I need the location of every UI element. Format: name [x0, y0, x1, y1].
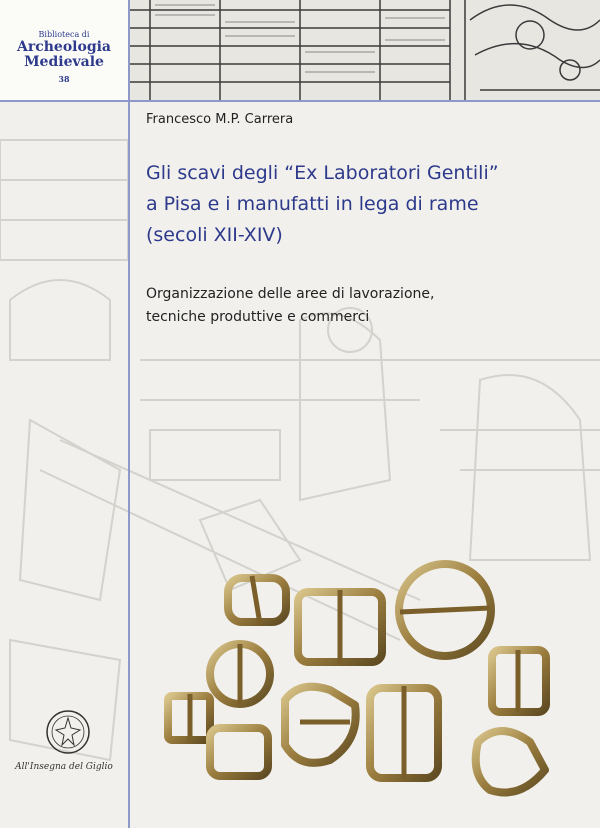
series-line-2: Medievale — [24, 54, 104, 70]
buckle — [285, 687, 356, 763]
title-line: a Pisa e i manufatti in lega di rame — [146, 193, 479, 215]
buckle — [210, 728, 268, 776]
series-small-label: Biblioteca di — [38, 30, 90, 39]
title-line: Gli scavi degli “Ex Laboratori Gentili” — [146, 162, 499, 184]
series-number: 38 — [58, 74, 70, 84]
buckle — [476, 731, 545, 793]
subtitle-line: tecniche produttive e commerci — [146, 309, 370, 325]
author-name: Francesco M.P. Carrera — [146, 112, 294, 127]
subtitle-line: Organizzazione delle aree di lavorazione, — [146, 286, 435, 302]
title-line: (secoli XII-XIV) — [146, 224, 283, 246]
series-line-1: Archeologia — [16, 39, 112, 55]
publisher-name: All'Insegna del Giglio — [15, 762, 113, 772]
publisher-emblem-icon — [44, 708, 92, 758]
